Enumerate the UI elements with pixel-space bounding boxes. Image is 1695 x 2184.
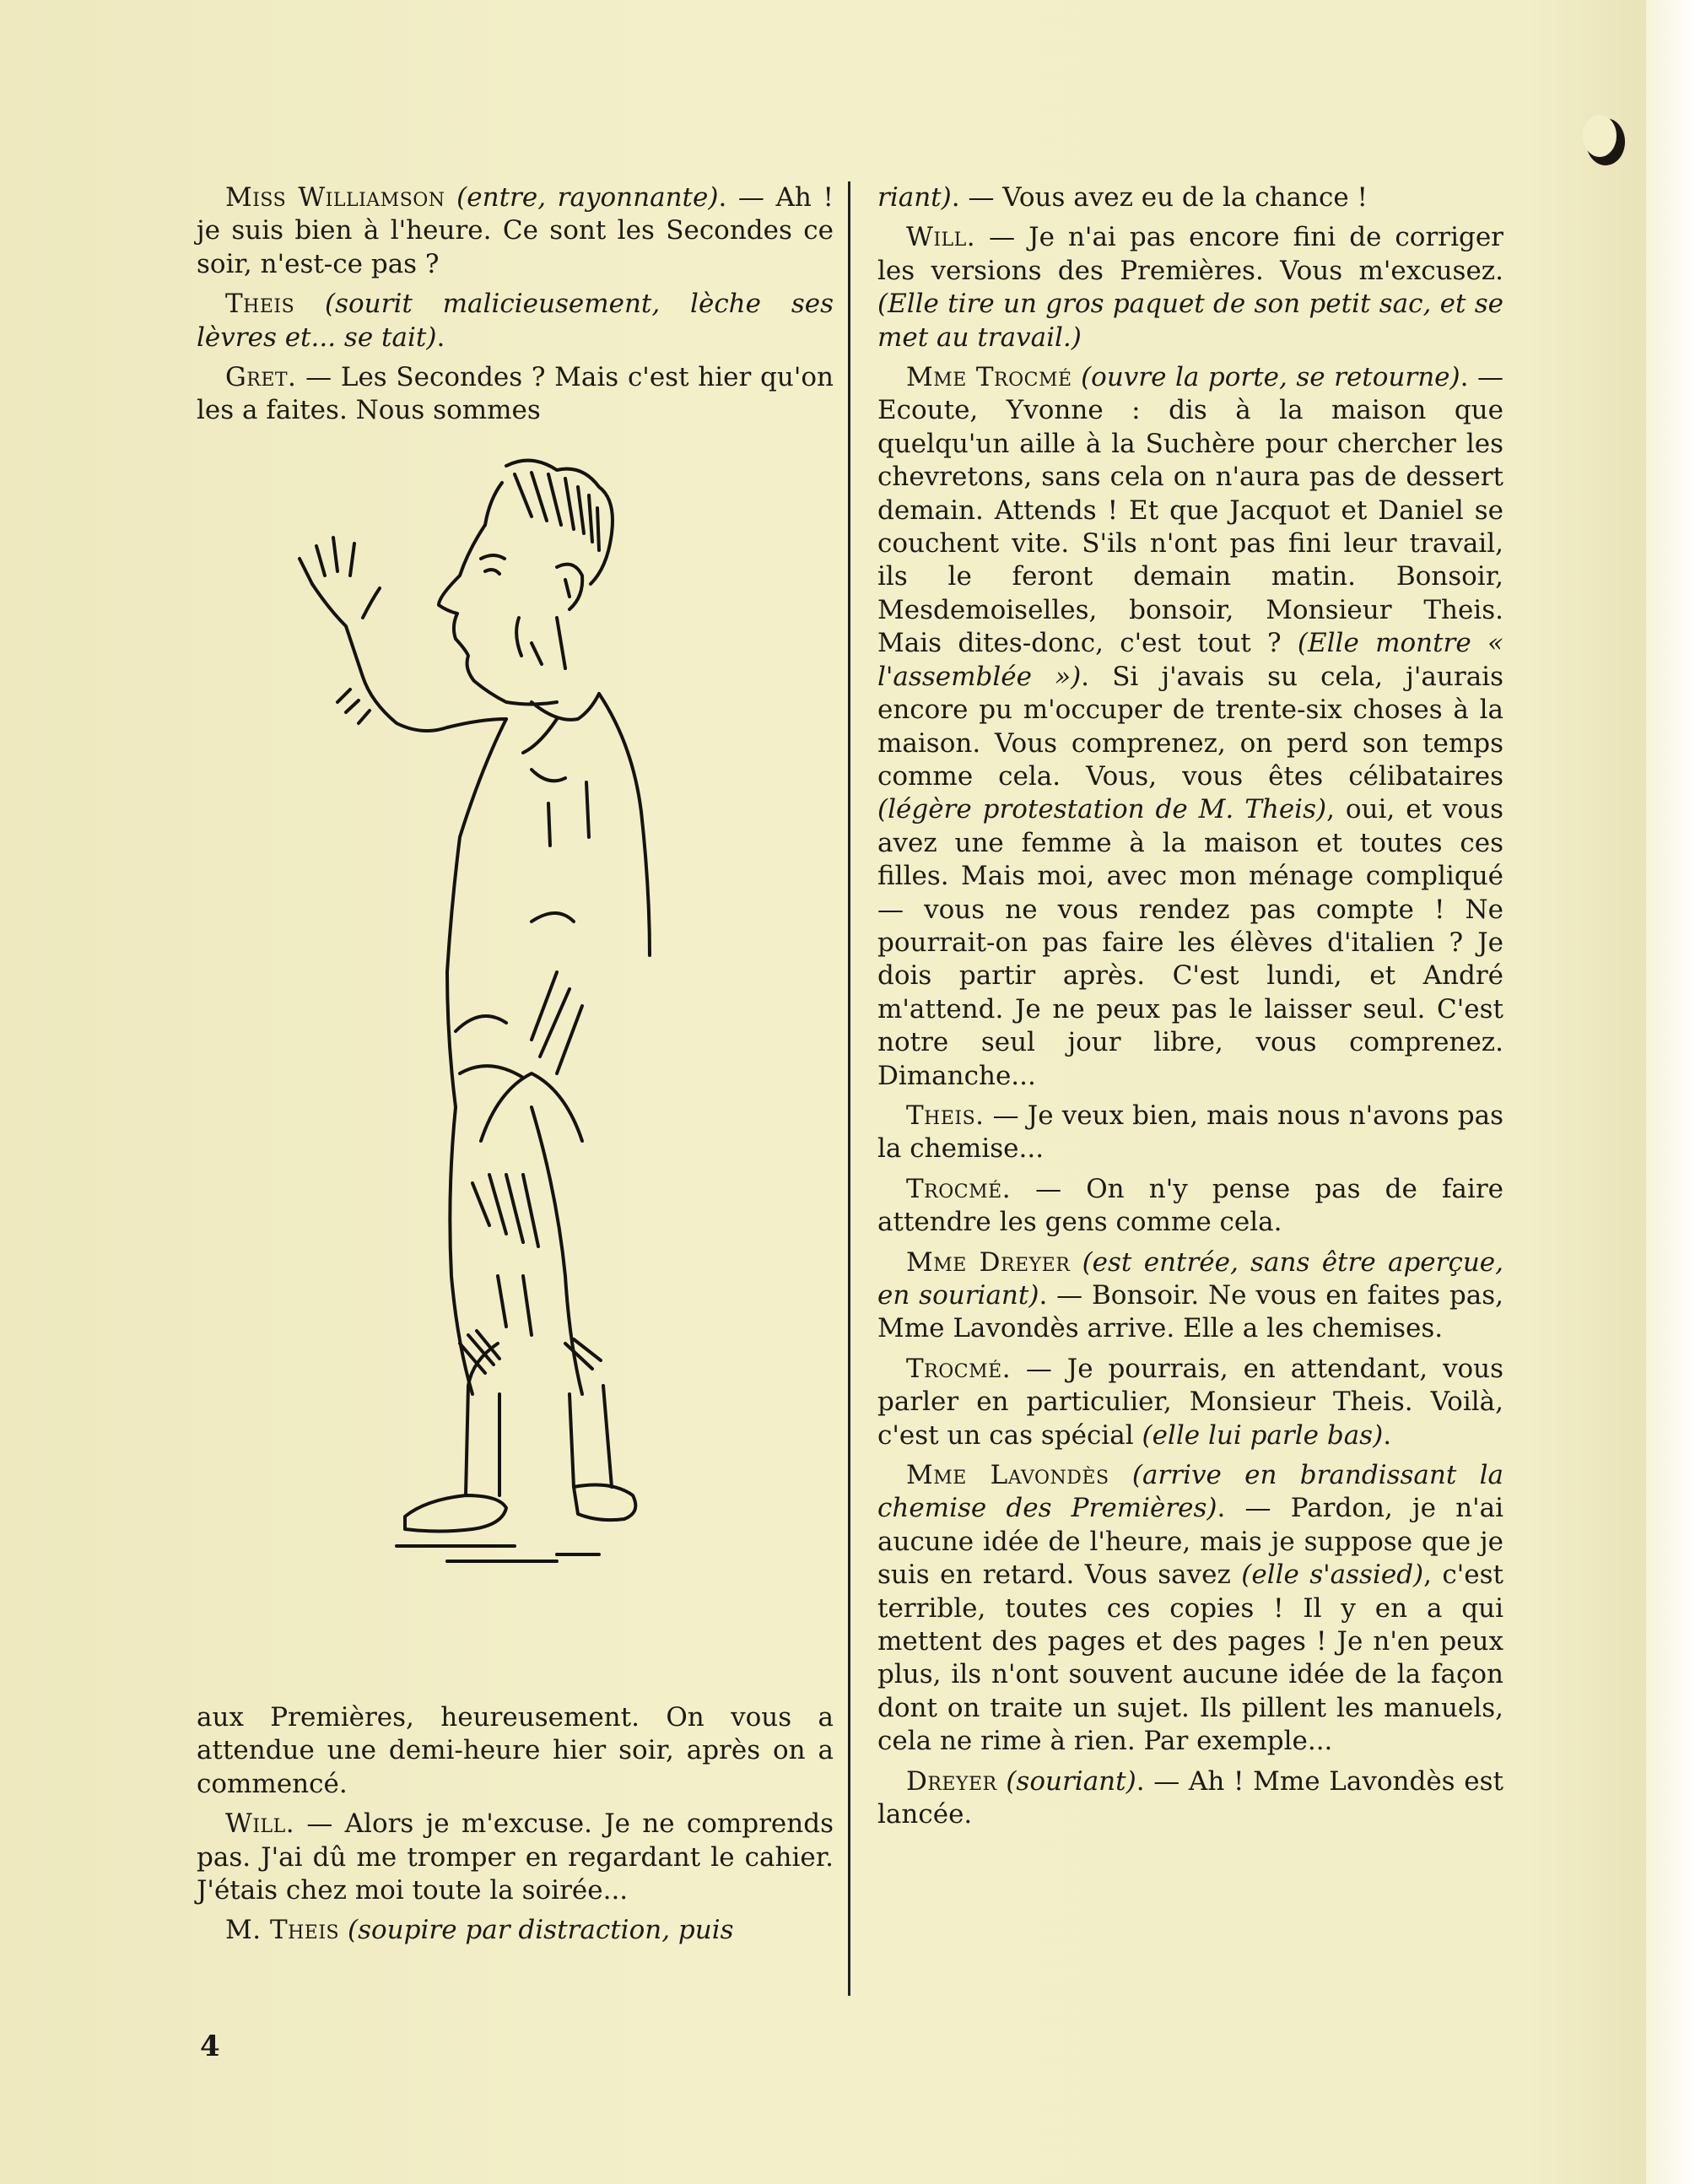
speaker-name: Mme Lavondès [906, 1460, 1109, 1491]
stage-direction: (Elle tire un gros paquet de son petit sac, et se met au travail.) [877, 289, 1503, 353]
dialogue-text: — Les Secondes ? Mais c'est hier qu'on les a faites. Nous sommes [197, 362, 834, 426]
stage-direction: riant) [877, 182, 952, 213]
left-column-bottom [197, 1701, 834, 1948]
dialogue-paragraph [197, 288, 834, 354]
dialogue-paragraph [877, 1246, 1503, 1346]
dialogue-text: — Je pourrais, en attendant, vous parler en particulier, Monsieur Theis. Voilà, c'est un cas spécial [877, 1353, 1503, 1451]
dialogue-text: . [1383, 1419, 1392, 1451]
dialogue-text: — Je n'ai pas encore fini de corriger les versions des Premières. Vous m'excusez. [877, 222, 1503, 286]
stage-direction: (légère protestation de M. Theis) [877, 794, 1327, 825]
dialogue-paragraph [877, 1100, 1503, 1166]
stage-direction: (sourit malicieusement, lèche ses lèvres et... se tait) [197, 289, 834, 353]
dialogue-text: . — Pardon, je n'ai aucune idée de l'heure, mais je suppose que je suis en retard. Vous savez [877, 1493, 1503, 1591]
dialogue-text: . — Bonsoir. Ne vous en faites pas, Mme Lavondès arrive. Elle a les chemises. [877, 1280, 1504, 1344]
stage-direction: (elle s'assied) [1241, 1560, 1424, 1591]
dialogue-paragraph [197, 361, 834, 428]
stage-direction: (entre, rayonnante) [456, 182, 719, 213]
dialogue-text: — On n'y pense pas de faire attendre les gens comme cela. [877, 1173, 1503, 1238]
stage-direction: (ouvre la porte, se retourne) [1081, 362, 1460, 393]
speaker-name: Will. [225, 1808, 295, 1840]
page-number: 4 [200, 2030, 220, 2063]
speaker-name: Mme Dreyer [906, 1246, 1071, 1278]
dialogue-text: . — Ecoute, Yvonne : dis à la maison que quelqu'un aille à la Suchère pour chercher les chevretons, sans cela on n'aura pas de dessert demain. Attends ! Et que Jacquot et Daniel se couchent vite. S'ils n'ont pas fini leur travail, ils le feront demain matin. Bonsoir, Mesdemoiselles, bonsoir, Monsieur Theis. Mais dites-donc, c'est tout ? [877, 362, 1503, 659]
punch-hole-inner [1583, 115, 1617, 157]
stage-direction: (souriant) [1006, 1765, 1136, 1797]
stage-direction: (arrive en brandissant la chemise des Premières) [877, 1460, 1504, 1524]
caricature-drawing [278, 449, 751, 1689]
dialogue-text: . — Ah ! Mme Lavondès est lancée. [877, 1765, 1503, 1830]
dialogue-text: . — Ah ! je suis bien à l'heure. Ce sont les Secondes ce soir, n'est-ce pas ? [197, 182, 834, 279]
dialogue-paragraph [877, 361, 1503, 1093]
dialogue-text: . Si j'avais su cela, j'aurais encore pu m'occuper de trente-six choses à la maison. Vous comprenez, on perd son temps comme cela. Vous, vous êtes célibataires [877, 661, 1504, 792]
speaker-name: Trocmé. [906, 1173, 1012, 1204]
speaker-name: Will. [906, 222, 976, 253]
speaker-name: Trocmé. [906, 1353, 1012, 1384]
dialogue-paragraph [877, 221, 1503, 354]
dialogue-text: , c'est terrible, toutes ces copies ! Il y en a qui mettent des pages et des pages ! Je n'en peux plus, ils n'ont souvent aucune idée de la façon dont on traite un sujet. Ils pillent les manuels, cela ne rime à rien. Par exemple... [877, 1560, 1503, 1757]
dialogue-paragraph [877, 1459, 1503, 1759]
speaker-name: Theis. [906, 1100, 985, 1131]
dialogue-paragraph [877, 181, 1503, 214]
dialogue-paragraph [197, 1914, 834, 1947]
dialogue-text: aux Premières, heureusement. On vous a attendue une demi-heure hier soir, après on a commencé. [197, 1702, 834, 1799]
stage-direction: (est entrée, sans être aperçue, en souriant) [877, 1246, 1503, 1311]
speaker-name: Dreyer [906, 1765, 997, 1797]
speaker-name: Mme Trocmé [906, 362, 1072, 393]
stage-direction: (Elle montre « l'assemblée ») [877, 628, 1503, 692]
dialogue-paragraph [877, 1173, 1503, 1240]
caricature-illustration [278, 449, 751, 1689]
dialogue-text: — Alors je m'excuse. Je ne comprends pas. J'ai dû me tromper en regardant le cahier. J'étais chez moi toute la soirée... [197, 1808, 834, 1906]
page-edge [1646, 0, 1695, 2184]
dialogue-text: — Je veux bien, mais nous n'avons pas la chemise... [877, 1100, 1503, 1165]
dialogue-paragraph [877, 1353, 1503, 1452]
dialogue-paragraph [197, 1701, 834, 1801]
stage-direction: (elle lui parle bas) [1142, 1419, 1384, 1451]
left-column-top [197, 181, 834, 428]
dialogue-paragraph [877, 1765, 1503, 1832]
dialogue-paragraph [197, 181, 834, 281]
dialogue-text: , oui, et vous avez une femme à la maison et toutes ces filles. Mais moi, avec mon ménage compliqué — vous ne vous rendez pas compte ! Ne pourrait-on pas faire les élèves d'italien ? Je dois partir après. C'est lundi, et André m'attend. Je ne peux pas le laisser seul. C'est notre seul jour libre, vous comprenez. Dimanche... [877, 794, 1504, 1091]
speaker-name: M. Theis [225, 1915, 340, 1946]
stage-direction: (soupire par distraction, puis [348, 1915, 734, 1946]
speaker-name: Gret. [225, 362, 297, 393]
speaker-name: Theis [225, 289, 295, 320]
right-column [877, 181, 1503, 1832]
speaker-name: Miss Williamson [225, 182, 445, 213]
dialogue-paragraph [197, 1808, 834, 1907]
dialogue-text: . — Vous avez eu de la chance ! [951, 182, 1368, 213]
dialogue-text: . [436, 322, 445, 353]
column-divider [848, 181, 850, 1996]
